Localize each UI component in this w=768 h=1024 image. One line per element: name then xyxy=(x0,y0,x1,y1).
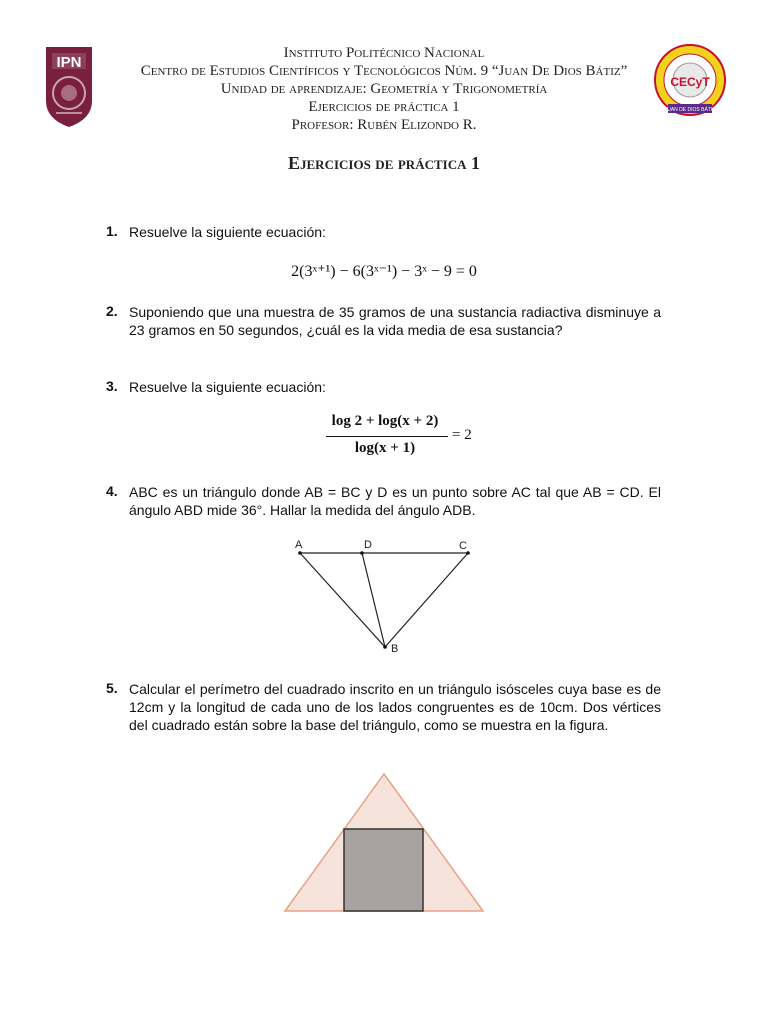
label-d: D xyxy=(364,539,372,551)
side-ab xyxy=(300,553,385,647)
header-line-unit: Unidad de aprendizaje: Geometría y Trigonometría xyxy=(220,81,548,97)
question-3-number: 3. xyxy=(106,378,118,394)
fraction-denominator: log(x + 1) xyxy=(354,440,416,456)
label-b: B xyxy=(391,643,399,655)
label-a: A xyxy=(295,539,303,551)
fraction-numerator: log 2 + log(x + 2) xyxy=(331,413,439,429)
question-1-equation: 2(3ˣ⁺¹) − 6(3ˣ⁻¹) − 3ˣ − 9 = 0 xyxy=(291,263,477,280)
question-3-text: Resuelve la siguiente ecuación: xyxy=(129,379,326,395)
inscribed-square xyxy=(344,829,423,911)
question-1-number: 1. xyxy=(106,223,118,239)
question-2-number: 2. xyxy=(106,303,118,319)
cecyt-logo-text: CECyT xyxy=(670,75,710,89)
fraction-rhs: = 2 xyxy=(452,427,472,443)
header-line-institute: Instituto Politécnico Nacional xyxy=(283,45,485,61)
segment-db xyxy=(362,553,385,647)
point-d xyxy=(360,551,364,555)
question-5-text: Calcular el perímetro del cuadrado inscrito en un triángulo isósceles cuya base es de 12cm y la longitud de cada uno de los lados congruentes es de 10cm. Dos vértices del cuadrado están sobre la base del triángulo, como se muestra en la figura. xyxy=(129,681,661,733)
question-1-text: Resuelve la siguiente ecuación: xyxy=(129,224,326,240)
question-4-text: ABC es un triángulo donde AB = BC y D es un punto sobre AC tal que AB = CD. El ángulo ABD mide 36°. Hallar la medida del ángulo ADB. xyxy=(129,484,661,518)
question-2-text: Suponiendo que una muestra de 35 gramos de una sustancia radiactiva disminuye a 23 gramos en 50 segundos, ¿cuál es la vida media de esa sustancia? xyxy=(129,304,661,338)
triangle-abc-figure xyxy=(290,535,480,657)
point-b xyxy=(383,645,387,649)
isosceles-triangle-figure xyxy=(280,768,490,916)
label-c: C xyxy=(459,540,467,552)
question-5-number: 5. xyxy=(106,680,118,696)
header-line-professor: Profesor: Rubén Elizondo R. xyxy=(291,117,477,133)
header-line-exercises: Ejercicios de práctica 1 xyxy=(308,99,460,115)
point-a xyxy=(298,551,302,555)
question-4-number: 4. xyxy=(106,483,118,499)
ipn-logo-text: IPN xyxy=(56,54,82,71)
side-cb xyxy=(385,553,468,647)
page-title: Ejercicios de práctica 1 xyxy=(288,153,480,173)
cecyt-logo-caption: JUAN DE DIOS BÁTIZ xyxy=(664,107,716,113)
fraction-bar xyxy=(326,436,448,437)
header-line-center: Centro de Estudios Científicos y Tecnológicos Núm. 9 “Juan De Dios Bátiz” xyxy=(140,63,628,79)
